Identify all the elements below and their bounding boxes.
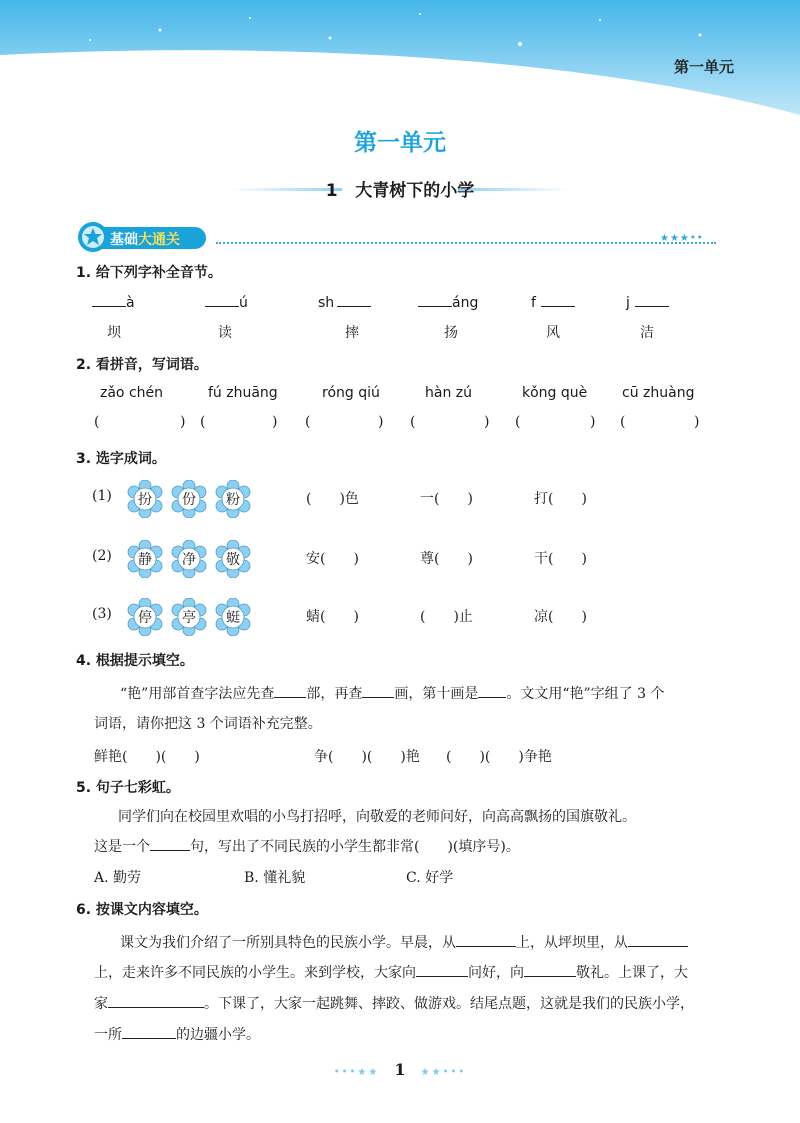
- q3-item: ( )色: [306, 491, 359, 507]
- footer-stars-right: ★★•••: [420, 1067, 467, 1078]
- q4-title: 4. 根据提示填空。: [76, 653, 194, 669]
- q2-answer-open: (: [200, 414, 206, 430]
- q1-char: 洁: [640, 325, 654, 341]
- flower-char: [126, 540, 164, 582]
- q1-char: 坝: [107, 325, 121, 341]
- q2-title: 2. 看拼音，写词语。: [76, 357, 208, 373]
- q2-pinyin: zǎo chén: [100, 385, 163, 401]
- q3-title: 3. 选字成词。: [76, 451, 166, 467]
- q5-question: 这是一个 句，写出了不同民族的小学生都非常( )(填序号)。: [94, 836, 520, 856]
- q2-pinyin: róng qiú: [322, 385, 380, 401]
- q1-syllable: áng: [418, 292, 478, 311]
- section-badge: [76, 220, 212, 254]
- q3-row-label: (3): [92, 606, 112, 622]
- q5-option: B. 懂礼貌: [244, 870, 306, 886]
- q3-row-label: (1): [92, 488, 112, 504]
- q3-item: 干( ): [534, 551, 587, 567]
- q1-char: 风: [546, 325, 560, 341]
- svg-text:敬: 敬: [226, 552, 240, 568]
- q6-line4: 一所 的边疆小学。: [94, 1024, 260, 1044]
- q3-item: 蜻( ): [306, 609, 359, 625]
- q2-answer-open: (: [305, 414, 311, 430]
- footer-stars-left: •••★★: [333, 1067, 380, 1078]
- q4-line1: “艳”用部首查字法应先查 部，再查 画，第十画是 。文文用“艳”字组了 3 个: [120, 683, 664, 703]
- q1-title: 1. 给下列字补全音节。: [76, 265, 222, 281]
- q3-item: 凉( ): [534, 609, 587, 625]
- q1-char: 摔: [345, 325, 359, 341]
- q6-line3: 家 。下课了，大家一起跳舞、摔跤、做游戏。结尾点题，这就是我们的民族小学，: [94, 993, 694, 1013]
- flower-char: [170, 598, 208, 640]
- q4-word: 鲜艳( )( ): [94, 749, 200, 765]
- svg-text:静: 静: [138, 552, 152, 568]
- q1-char: 读: [218, 325, 232, 341]
- lesson-number: 1: [325, 181, 338, 201]
- flower-char: [126, 598, 164, 640]
- q3-item: ( )止: [420, 609, 473, 625]
- q6-line2: 上，走来许多不同民族的小学生。来到学校，大家向 问好，向 敬礼。上课了，大: [94, 962, 688, 982]
- q2-answer-close: ): [590, 414, 596, 430]
- q1-syllable: ú: [205, 292, 248, 311]
- q5-option: C. 好学: [406, 870, 454, 886]
- page-footer: [0, 1060, 800, 1079]
- q2-answer-open: (: [515, 414, 521, 430]
- badge-text-left: 基础: [110, 232, 138, 248]
- q1-syllable: j: [626, 292, 669, 311]
- q2-pinyin: kǒng què: [522, 385, 588, 401]
- flower-char: [214, 540, 252, 582]
- q1-syllable: à: [92, 292, 135, 311]
- q3-row-label: (2): [92, 548, 112, 564]
- q2-pinyin: cū zhuàng: [622, 385, 695, 401]
- lesson-name: 大青树下的小学: [355, 181, 475, 201]
- q2-answer-close: ): [180, 414, 186, 430]
- svg-text:净: 净: [182, 552, 196, 568]
- q2-pinyin: hàn zú: [425, 385, 472, 401]
- q4-line2: 词语，请你把这 3 个词语补充完整。: [94, 716, 322, 732]
- unit-title: 第一单元: [354, 130, 446, 156]
- q2-answer-open: (: [410, 414, 416, 430]
- svg-text:蜓: 蜓: [226, 610, 240, 626]
- q2-answer-open: (: [94, 414, 100, 430]
- q3-item: 尊( ): [420, 551, 473, 567]
- q2-answer-close: ): [378, 414, 384, 430]
- q6-line1: 课文为我们介绍了一所别具特色的民族小学。早晨，从 上，从坪坝里，从: [120, 932, 688, 952]
- svg-text:亭: 亭: [182, 610, 196, 626]
- lesson-title: [0, 176, 800, 201]
- q2-answer-close: ): [694, 414, 700, 430]
- q2-answer-open: (: [620, 414, 626, 430]
- q1-syllable: sh: [318, 292, 371, 311]
- flower-char: [214, 598, 252, 640]
- svg-text:停: 停: [138, 610, 152, 626]
- q2-pinyin: fú zhuāng: [208, 385, 278, 401]
- flower-char: [214, 480, 252, 522]
- q4-word: 争( )( )艳: [314, 749, 420, 765]
- q3-item: 一( ): [420, 491, 473, 507]
- q6-title: 6. 按课文内容填空。: [76, 902, 208, 918]
- q4-word: ( )( )争艳: [446, 749, 552, 765]
- q1-syllable: f: [531, 292, 575, 311]
- page-number: 1: [394, 1060, 406, 1079]
- q1-char: 扬: [444, 325, 458, 341]
- q3-item: 打( ): [534, 491, 587, 507]
- q5-title: 5. 句子七彩虹。: [76, 780, 180, 796]
- flower-char: [170, 480, 208, 522]
- svg-text:份: 份: [182, 492, 196, 508]
- divider-stars: ★★★••: [660, 233, 704, 244]
- q5-option: A. 勤劳: [94, 870, 142, 886]
- q5-sentence: 同学们向在校园里欢唱的小鸟打招呼，向敬爱的老师问好，向高高飘扬的国旗敬礼。: [118, 809, 636, 825]
- unit-tag: 第一单元: [673, 58, 734, 76]
- badge-text-right: 大通关: [138, 232, 180, 248]
- section-divider: [216, 242, 716, 244]
- flower-char: [170, 540, 208, 582]
- q2-answer-close: ): [272, 414, 278, 430]
- q3-item: 安( ): [306, 551, 359, 567]
- svg-text:粉: 粉: [226, 492, 240, 508]
- q2-answer-close: ): [484, 414, 490, 430]
- flower-char: [126, 480, 164, 522]
- svg-text:扮: 扮: [138, 492, 152, 508]
